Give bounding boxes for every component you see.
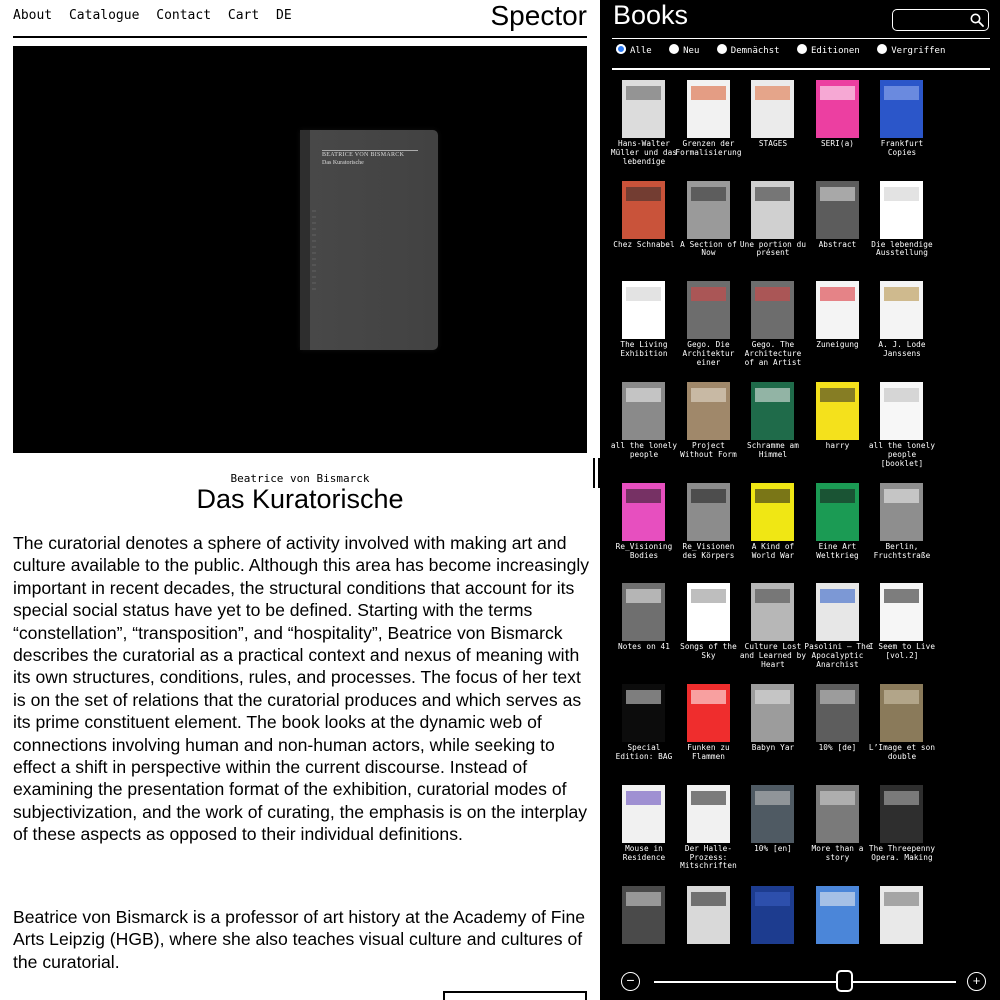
- cover-detail: [884, 388, 919, 402]
- book-tile-title: Pasolini – The Apocalyptic Anarchist: [804, 643, 871, 670]
- cover-detail: [626, 388, 661, 402]
- cover-detail: [820, 589, 855, 603]
- book-cover-thumbnail[interactable]: [687, 382, 730, 440]
- book-tile[interactable]: [677, 380, 741, 481]
- book-tile-title: all the lonely people: [610, 442, 678, 459]
- book-tile[interactable]: [806, 179, 870, 280]
- product-image: [13, 46, 587, 453]
- book-cover-thumbnail[interactable]: [880, 382, 923, 440]
- book-cover-thumbnail[interactable]: [880, 583, 923, 641]
- book-tile[interactable]: [806, 78, 870, 179]
- book-tile-title: SERI(a): [820, 140, 855, 148]
- book-spine: [300, 130, 310, 350]
- book-tile-title: Songs of the Sky: [680, 643, 737, 661]
- book-cover-thumbnail[interactable]: [622, 684, 665, 742]
- author-bio: Beatrice von Bismarck is a professor of art history at the Academy of Fine Arts Leipzig (HGB), where she also teaches visual culture and cultures of the curatorial.: [13, 907, 586, 972]
- book-cover-thumbnail[interactable]: [880, 886, 923, 944]
- book-tile[interactable]: [741, 380, 805, 481]
- product-description: The curatorial denotes a sphere of activity involved with making art and culture available to the public. Although this area has become increasingly important in recent decades, the structural conditions that account for its special social status have yet to be defined. Starting with the terms “constellation”, “transposition”, and “hospitality”, Beatrice von Bismarck describes the curatorial as a practical context and nexus of meaning with its own structures, conditions, rules, and processes. The focus of her text is on the set of relations that the curatorial produces and which serves as its prime constituent element. The book looks at the dynamic web of connections involving human and non-human actors, while seeking to effect a shift in perspective within the current discourse. Instead of examining the presentation format of the exhibition, curatorial modes of subjectivization, and the work of curating, the emphasis is on the interplay of these aspects as opposed to their individual definitions.: [13, 533, 590, 845]
- book-cover-thumbnail[interactable]: [816, 80, 859, 138]
- book-tile[interactable]: [677, 783, 741, 884]
- book-tile-title: STAGES: [758, 140, 788, 148]
- book-cover-thumbnail[interactable]: [687, 483, 730, 541]
- cover-detail: [820, 489, 855, 503]
- book-cover-thumbnail[interactable]: [622, 382, 665, 440]
- book-tile[interactable]: [870, 581, 934, 682]
- book-tile[interactable]: [677, 78, 741, 179]
- book-cover-thumbnail[interactable]: [622, 785, 665, 843]
- cover-detail: [691, 489, 726, 503]
- book-tile-title: A Section of Now: [680, 240, 737, 258]
- book-tile[interactable]: [612, 682, 676, 783]
- cover-detail: [755, 86, 790, 100]
- book-tile[interactable]: [612, 380, 676, 481]
- add-to-cart-button[interactable]: [443, 991, 587, 1000]
- book-tile[interactable]: [612, 179, 676, 280]
- header-divider: [612, 38, 990, 39]
- cover-detail: [884, 489, 919, 503]
- radio-icon: [717, 44, 727, 54]
- filter-group: [616, 44, 957, 64]
- cover-detail: [626, 489, 661, 503]
- cover-detail: [755, 489, 790, 503]
- filter-neu[interactable]: Neu: [669, 44, 699, 56]
- zoom-slider-track[interactable]: [654, 981, 956, 983]
- book-tile[interactable]: [870, 380, 934, 481]
- book-tile[interactable]: [741, 682, 805, 783]
- book-tile[interactable]: [806, 481, 870, 582]
- book-tile-title: Gego. The Architecture of an Artist: [744, 341, 802, 367]
- book-tile[interactable]: [612, 78, 676, 179]
- cover-detail: [820, 690, 855, 704]
- cover-detail: [626, 287, 661, 301]
- book-tile[interactable]: [806, 380, 870, 481]
- book-cover: [300, 130, 438, 350]
- book-cover-thumbnail[interactable]: [816, 886, 859, 944]
- book-cover-thumbnail[interactable]: [622, 483, 665, 541]
- nav-links: [13, 8, 301, 23]
- book-cover-thumbnail[interactable]: [816, 684, 859, 742]
- book-tile[interactable]: [870, 179, 934, 280]
- book-tile[interactable]: [870, 279, 934, 380]
- book-tile-title: I Seem to Live [vol.2]: [868, 643, 936, 661]
- book-tile-title: The Living Exhibition: [620, 341, 668, 359]
- cover-detail: [626, 86, 661, 100]
- book-tile-title: 10% [de]: [818, 744, 857, 753]
- book-cover-thumbnail[interactable]: [816, 281, 859, 339]
- cover-detail: [626, 892, 661, 906]
- book-cover-thumbnail[interactable]: [751, 785, 794, 843]
- book-tile[interactable]: [677, 279, 741, 380]
- book-tile-title: all the lonely people [booklet]: [868, 442, 936, 468]
- book-tile-title: A Kind of World War: [751, 542, 795, 560]
- cover-detail: [691, 187, 726, 201]
- cover-detail: [691, 690, 726, 704]
- cover-detail: [626, 187, 661, 201]
- book-cover-thumbnail[interactable]: [816, 583, 859, 641]
- cover-detail: [691, 388, 726, 402]
- book-cover-thumbnail[interactable]: [687, 684, 730, 742]
- book-tile-title: harry: [825, 442, 850, 451]
- filter-demnaechst[interactable]: Demnächst: [717, 44, 780, 56]
- nav-language[interactable]: DE: [276, 8, 292, 23]
- book-cover-thumbnail[interactable]: [880, 281, 923, 339]
- book-cover-thumbnail[interactable]: [816, 483, 859, 541]
- book-tile-title: Project Without Form: [680, 442, 737, 459]
- nav-cart[interactable]: Cart: [227, 8, 260, 23]
- radio-icon: [877, 44, 887, 54]
- book-cover-thumbnail[interactable]: [687, 785, 730, 843]
- book-tile-title: Gego. Die Architektur einer: [682, 341, 735, 367]
- book-cover-thumbnail[interactable]: [687, 281, 730, 339]
- book-tile-title: 10% [en]: [754, 844, 792, 853]
- cover-detail: [691, 86, 726, 100]
- book-tile[interactable]: [612, 783, 676, 884]
- top-nav: [13, 0, 587, 38]
- book-tile[interactable]: [677, 481, 741, 582]
- book-cover-thumbnail[interactable]: [880, 181, 923, 239]
- book-tile-title: Babyn Yar: [751, 744, 795, 753]
- filter-vergriffen[interactable]: Vergriffen: [877, 44, 945, 56]
- book-cover-thumbnail[interactable]: [816, 382, 859, 440]
- cover-detail: [755, 791, 790, 805]
- book-tile[interactable]: [806, 783, 870, 884]
- cover-detail: [755, 287, 790, 301]
- book-cover-thumbnail[interactable]: [687, 80, 730, 138]
- cover-detail: [755, 187, 790, 201]
- book-cover-thumbnail[interactable]: [622, 583, 665, 641]
- book-tile[interactable]: [870, 481, 934, 582]
- filter-editionen[interactable]: Editionen: [797, 44, 860, 56]
- book-tile[interactable]: [677, 179, 741, 280]
- book-tile[interactable]: [741, 179, 805, 280]
- book-cover-thumbnail[interactable]: [751, 886, 794, 944]
- book-tile-title: Berlin, Fruchtstraße: [873, 542, 931, 560]
- nav-about[interactable]: About: [13, 8, 53, 23]
- cover-detail: [626, 589, 661, 603]
- cover-detail: [884, 791, 919, 805]
- book-cover-thumbnail[interactable]: [751, 80, 794, 138]
- book-tile-title: A. J. Lode Janssens: [878, 341, 926, 359]
- book-tile-title: Mouse in Residence: [622, 844, 666, 862]
- cover-detail: [884, 187, 919, 201]
- book-tile[interactable]: [870, 78, 934, 179]
- book-tile-title: Grenzen der Formalisierung: [675, 140, 742, 157]
- book-tile[interactable]: [806, 682, 870, 783]
- cover-detail: [884, 86, 919, 100]
- book-tile[interactable]: [870, 682, 934, 783]
- cover-detail: [626, 791, 661, 805]
- book-tile-title: Frankfurt Copies: [880, 140, 924, 157]
- book-cover-thumbnail[interactable]: [687, 181, 730, 239]
- cover-detail: [884, 892, 919, 906]
- book-tile[interactable]: [612, 279, 676, 380]
- book-tile-title: L’Image et son double: [868, 744, 936, 761]
- cover-detail: [691, 589, 726, 603]
- books-grid: [612, 78, 996, 984]
- book-cover-thumbnail[interactable]: [751, 684, 794, 742]
- zoom-control: [600, 960, 1000, 1000]
- radio-icon: [669, 44, 679, 54]
- book-tile-title: More than a story: [811, 844, 864, 862]
- cover-detail: [820, 86, 855, 100]
- cover-detail: [691, 287, 726, 301]
- cover-detail: [820, 388, 855, 402]
- cover-detail: [755, 892, 790, 906]
- cover-detail: [755, 388, 790, 402]
- book-tile-title: Chez Schnabel: [613, 240, 675, 249]
- product-title: Das Kuratorische: [196, 484, 404, 514]
- book-cover-thumbnail[interactable]: [751, 281, 794, 339]
- book-cover-author: BEATRICE VON BISMARCK: [322, 152, 405, 158]
- book-tile[interactable]: [741, 783, 805, 884]
- book-tile[interactable]: [612, 481, 676, 582]
- book-rule: [322, 150, 418, 151]
- brand-logo[interactable]: Spector: [490, 0, 587, 31]
- cover-detail: [884, 690, 919, 704]
- cover-detail: [820, 892, 855, 906]
- cover-detail: [884, 287, 919, 301]
- book-cover-thumbnail[interactable]: [751, 181, 794, 239]
- cover-detail: [820, 287, 855, 301]
- book-cover-thumbnail[interactable]: [751, 583, 794, 641]
- book-tile-title: Re_Visioning Bodies: [615, 542, 673, 560]
- book-cover-thumbnail[interactable]: [880, 80, 923, 138]
- cover-detail: [755, 690, 790, 704]
- book-tile-title: Re_Visionen des Körpers: [682, 542, 735, 560]
- zoom-out-button[interactable]: −: [621, 972, 640, 991]
- books-panel: [600, 0, 1000, 1000]
- cover-detail: [626, 690, 661, 704]
- book-tile[interactable]: [741, 78, 805, 179]
- search-icon[interactable]: [970, 13, 984, 27]
- cover-detail: [820, 791, 855, 805]
- book-tile[interactable]: [806, 581, 870, 682]
- nav-contact[interactable]: Contact: [156, 8, 212, 23]
- zoom-slider-thumb[interactable]: [836, 970, 853, 992]
- book-cover-thumbnail[interactable]: [687, 583, 730, 641]
- book-cover-thumbnail[interactable]: [816, 785, 859, 843]
- book-tile[interactable]: [677, 682, 741, 783]
- book-cover-thumbnail[interactable]: [880, 785, 923, 843]
- book-cover-thumbnail[interactable]: [622, 181, 665, 239]
- book-tile[interactable]: [677, 581, 741, 682]
- book-cover-thumbnail[interactable]: [622, 80, 665, 138]
- book-tile[interactable]: [741, 481, 805, 582]
- book-tile-title: Une portion du présent: [739, 240, 807, 258]
- book-cover-thumbnail[interactable]: [880, 684, 923, 742]
- book-tile[interactable]: [741, 279, 805, 380]
- book-cover-thumbnail[interactable]: [751, 483, 794, 541]
- book-tile-title: Notes on 41: [617, 643, 670, 652]
- book-tile-title: Special Edition: BAG: [615, 744, 673, 761]
- book-tile-title: Abstract: [818, 240, 857, 249]
- book-tile-title: Hans-Walter Müller und das lebendige: [610, 140, 678, 166]
- cover-detail: [820, 187, 855, 201]
- book-tile-title: Zuneigung: [816, 341, 859, 350]
- book-tile-title: Schramme am Himmel: [746, 442, 799, 459]
- cover-detail: [755, 589, 790, 603]
- book-cover-thumbnail[interactable]: [816, 181, 859, 239]
- book-tile-title: Der Halle-Prozess: Mitschriften: [680, 844, 737, 871]
- book-cover-thumbnail[interactable]: [622, 886, 665, 944]
- product-author: Beatrice von Bismarck: [230, 472, 370, 485]
- book-tile-title: Funken zu Flammen: [687, 744, 730, 761]
- book-cover-thumbnail[interactable]: [622, 281, 665, 339]
- book-cover-thumbnail[interactable]: [687, 886, 730, 944]
- filter-alle[interactable]: Alle: [616, 44, 652, 56]
- book-tile-title: Eine Art Weltkrieg: [816, 542, 859, 560]
- book-stitch: [312, 210, 316, 290]
- cover-detail: [884, 589, 919, 603]
- books-title: Books: [613, 0, 689, 30]
- cover-detail: [691, 791, 726, 805]
- book-cover-title: Das Kuratorische: [322, 160, 364, 166]
- nav-catalogue[interactable]: Catalogue: [68, 8, 140, 23]
- zoom-in-button[interactable]: +: [967, 972, 986, 991]
- radio-selected-icon: [616, 44, 626, 54]
- book-tile[interactable]: [806, 279, 870, 380]
- cover-detail: [691, 892, 726, 906]
- book-tile[interactable]: [870, 783, 934, 884]
- book-tile-title: The Threepenny Opera. Making: [868, 844, 936, 862]
- book-cover-thumbnail[interactable]: [751, 382, 794, 440]
- book-tile[interactable]: [741, 581, 805, 682]
- book-tile-title: Culture Lost and Learned by Heart: [739, 643, 807, 670]
- book-tile-title: Die lebendige Ausstellung: [871, 240, 933, 258]
- book-tile[interactable]: [612, 581, 676, 682]
- radio-icon: [797, 44, 807, 54]
- filter-divider: [612, 68, 990, 70]
- book-cover-thumbnail[interactable]: [880, 483, 923, 541]
